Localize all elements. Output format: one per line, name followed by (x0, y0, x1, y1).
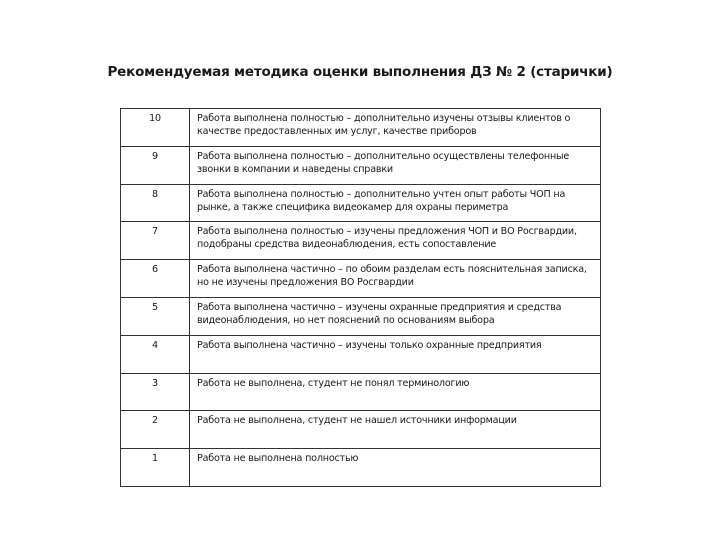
score-cell: 9 (121, 146, 190, 184)
table-row (121, 411, 601, 449)
criteria-cell: Работа выполнена частично – изучены охранные предприятия и средства видеонаблюдения, но нет пояснений по основаниям выбора (190, 297, 601, 335)
score-cell: 2 (121, 411, 190, 449)
score-cell: 5 (121, 297, 190, 335)
score-cell: 7 (121, 222, 190, 260)
table-row (121, 222, 601, 260)
criteria-cell: Работа выполнена полностью – дополнительно осуществлены телефонные звонки в компании и наведены справки (190, 146, 601, 184)
table-row (121, 297, 601, 335)
criteria-cell: Работа выполнена полностью – дополнительно учтен опыт работы ЧОП на рынке, а также специфика видеокамер для охраны периметра (190, 184, 601, 222)
score-cell: 1 (121, 449, 190, 487)
criteria-cell: Работа выполнена полностью – изучены предложения ЧОП и ВО Росгвардии, подобраны средства видеонаблюдения, есть сопоставление (190, 222, 601, 260)
score-cell: 4 (121, 335, 190, 373)
score-cell: 3 (121, 373, 190, 411)
table-row (121, 184, 601, 222)
page-title: Рекомендуемая методика оценки выполнения ДЗ № 2 (старички) (107, 64, 613, 80)
grading-table (120, 108, 601, 487)
score-cell: 6 (121, 260, 190, 298)
criteria-cell: Работа не выполнена, студент не нашел источники информации (190, 411, 601, 449)
table-row (121, 373, 601, 411)
table-row (121, 109, 601, 147)
table-row (121, 449, 601, 487)
table-row (121, 260, 601, 298)
table-row (121, 146, 601, 184)
criteria-cell: Работа не выполнена полностью (190, 449, 601, 487)
criteria-cell: Работа выполнена частично – изучены только охранные предприятия (190, 335, 601, 373)
score-cell: 8 (121, 184, 190, 222)
score-cell: 10 (121, 109, 190, 147)
criteria-cell: Работа выполнена полностью – дополнительно изучены отзывы клиентов о качестве предоставленных им услуг, качестве приборов (190, 109, 601, 147)
criteria-cell: Работа выполнена частично – по обоим разделам есть пояснительная записка, но не изучены предложения ВО Росгвардии (190, 260, 601, 298)
table-row (121, 335, 601, 373)
criteria-cell: Работа не выполнена, студент не понял терминологию (190, 373, 601, 411)
